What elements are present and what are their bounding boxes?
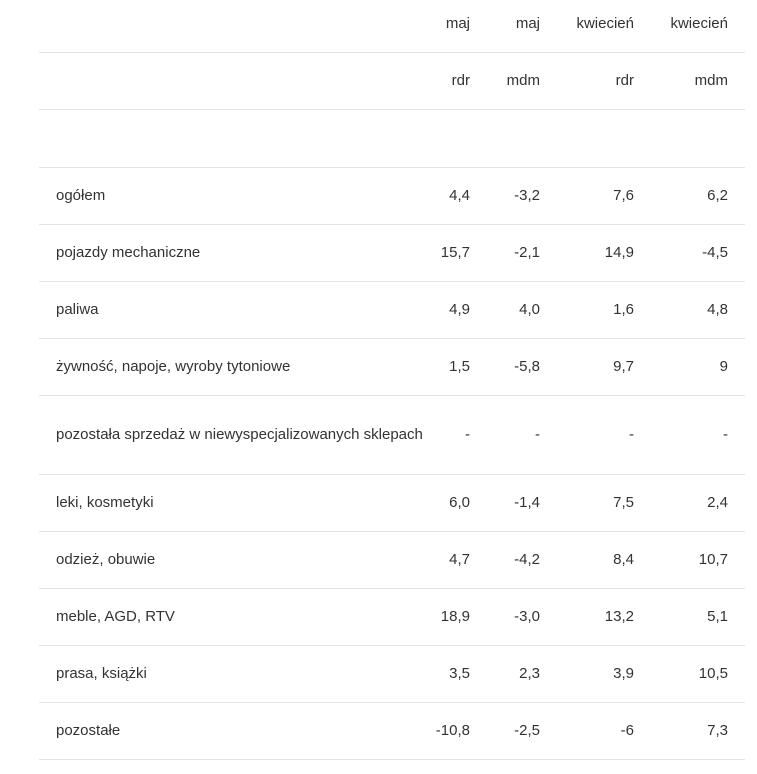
row-label: meble, AGD, RTV [39, 588, 427, 645]
table-row [39, 281, 745, 338]
value-cell: 14,9 [557, 224, 651, 281]
value-cell: 7,6 [557, 167, 651, 224]
value-cell: -2,5 [487, 702, 557, 759]
empty-row [39, 109, 745, 167]
value-cell: -4,5 [651, 224, 745, 281]
value-cell: -1,4 [487, 474, 557, 531]
value-cell: 1,5 [427, 338, 487, 395]
value-cell: - [427, 395, 487, 474]
empty-cell [487, 109, 557, 167]
data-table-container [39, 0, 728, 760]
value-cell: 4,7 [427, 531, 487, 588]
header-cell-april-2: kwiecień [651, 0, 745, 52]
table-row [39, 702, 745, 759]
value-cell: 7,5 [557, 474, 651, 531]
row-label: leki, kosmetyki [39, 474, 427, 531]
header-row-month [39, 0, 745, 52]
value-cell: 4,9 [427, 281, 487, 338]
value-cell: -3,0 [487, 588, 557, 645]
row-label: pojazdy mechaniczne [39, 224, 427, 281]
table-row [39, 338, 745, 395]
value-cell: -10,8 [427, 702, 487, 759]
header-cell-yoy-april: rdr [557, 52, 651, 109]
value-cell: 5,1 [651, 588, 745, 645]
header-cell-yoy-may: rdr [427, 52, 487, 109]
retail-sales-table [39, 0, 745, 760]
value-cell: 15,7 [427, 224, 487, 281]
header-cell-empty [39, 52, 427, 109]
value-cell: 2,3 [487, 645, 557, 702]
empty-cell [427, 109, 487, 167]
value-cell: 3,5 [427, 645, 487, 702]
value-cell: 4,8 [651, 281, 745, 338]
header-cell-may-1: maj [427, 0, 487, 52]
value-cell: - [557, 395, 651, 474]
header-cell-april-1: kwiecień [557, 0, 651, 52]
table-row [39, 531, 745, 588]
value-cell: - [487, 395, 557, 474]
header-cell-mom-may: mdm [487, 52, 557, 109]
table-row [39, 395, 745, 474]
value-cell: -5,8 [487, 338, 557, 395]
value-cell: 6,2 [651, 167, 745, 224]
row-label: paliwa [39, 281, 427, 338]
value-cell: 4,4 [427, 167, 487, 224]
header-cell-mom-april: mdm [651, 52, 745, 109]
row-label: ogółem [39, 167, 427, 224]
row-label: odzież, obuwie [39, 531, 427, 588]
value-cell: -3,2 [487, 167, 557, 224]
value-cell: 7,3 [651, 702, 745, 759]
value-cell: 2,4 [651, 474, 745, 531]
value-cell: -2,1 [487, 224, 557, 281]
value-cell: 8,4 [557, 531, 651, 588]
row-label: pozostała sprzedaż w niewyspecjalizowanych sklepach [39, 395, 427, 474]
value-cell: 9 [651, 338, 745, 395]
header-cell-empty [39, 0, 427, 52]
table-row [39, 224, 745, 281]
value-cell: 13,2 [557, 588, 651, 645]
value-cell: 6,0 [427, 474, 487, 531]
row-label: prasa, książki [39, 645, 427, 702]
header-cell-may-2: maj [487, 0, 557, 52]
value-cell: -6 [557, 702, 651, 759]
value-cell: 18,9 [427, 588, 487, 645]
header-row-measure [39, 52, 745, 109]
value-cell: 3,9 [557, 645, 651, 702]
value-cell: 10,5 [651, 645, 745, 702]
table-row [39, 167, 745, 224]
table-row [39, 474, 745, 531]
value-cell: 4,0 [487, 281, 557, 338]
table-row [39, 645, 745, 702]
table-row [39, 588, 745, 645]
empty-cell [39, 109, 427, 167]
empty-cell [557, 109, 651, 167]
empty-cell [651, 109, 745, 167]
value-cell: 10,7 [651, 531, 745, 588]
value-cell: -4,2 [487, 531, 557, 588]
row-label: pozostałe [39, 702, 427, 759]
row-label: żywność, napoje, wyroby tytoniowe [39, 338, 427, 395]
value-cell: 9,7 [557, 338, 651, 395]
value-cell: - [651, 395, 745, 474]
value-cell: 1,6 [557, 281, 651, 338]
